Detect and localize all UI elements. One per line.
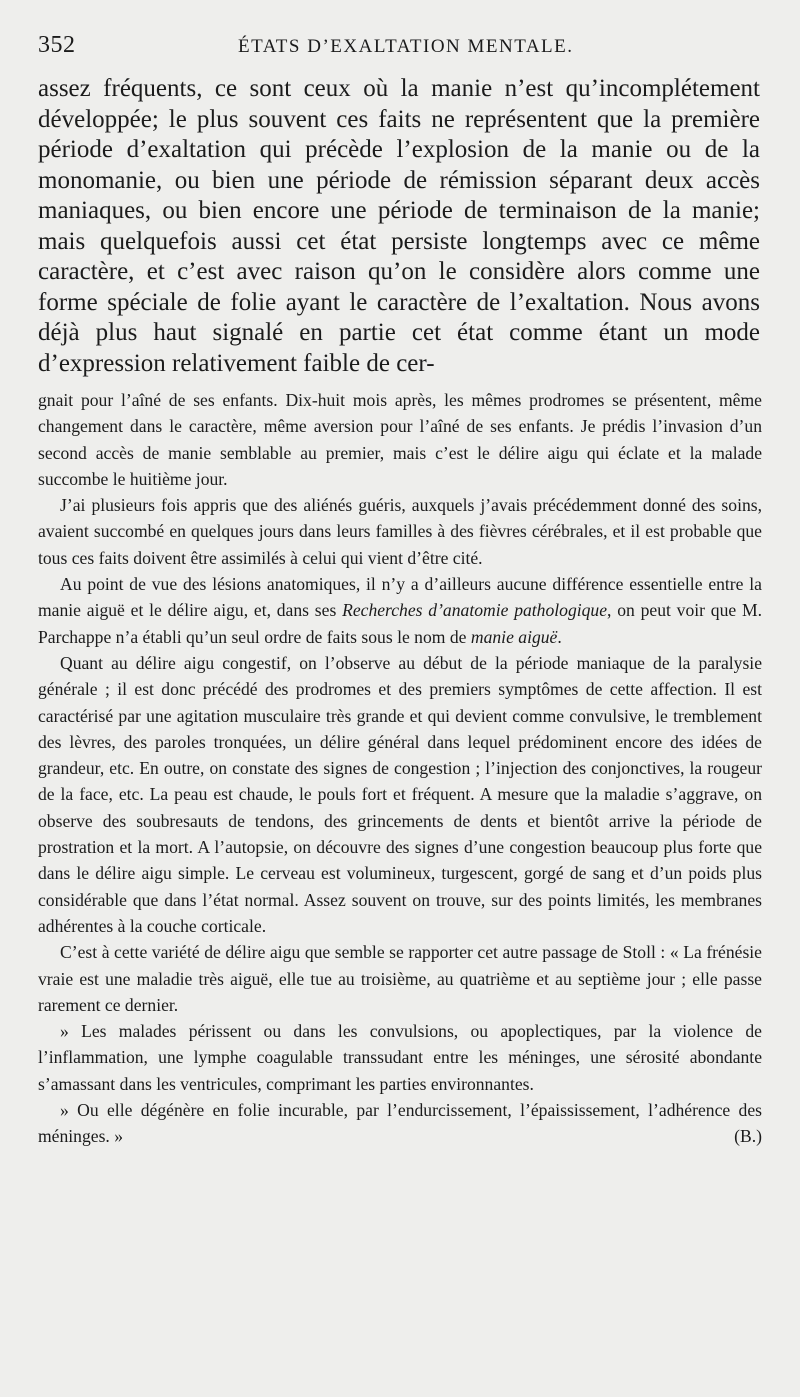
book-title-italic: Recherches d’anatomie pathologique (342, 600, 608, 621)
signature: (B.) (734, 1126, 762, 1147)
running-title: ÉTATS D’EXALTATION MENTALE. (238, 36, 574, 57)
note-paragraph-3-text-c: . (557, 626, 562, 647)
note-paragraph-7 (38, 1097, 762, 1150)
note-paragraph-2: J’ai plusieurs fois appris que des aliénés guéris, auxquels j’avais précédemment donné des soins, avaient succombé en quelques jours dans leurs familles à des fièvres cérébrales, et il est probable que tous ces faits doivent être assimilés à celui qui vient d’être cité. (38, 495, 762, 568)
note-paragraph-7-text: » Ou elle dégénère en folie incurable, par l’endurcissement, l’épaississement, l’adhérence des méninges. » (38, 1100, 762, 1147)
note-paragraph-1: gnait pour l’aîné de ses enfants. Dix-huit mois après, les mêmes prodromes se présentent, même changement dans le caractère, même aversion pour l’aîné de ses enfants. Je prédis l’invasion d’un second accès de manie semblable au premier, mais c’est le délire aigu qui éclate et la malade succombe le huitième jour. (38, 390, 762, 489)
note-paragraph-3 (38, 571, 762, 650)
note-paragraph-3-text-b: , on peut voir que M. Parchappe n’a établi qu’un seul ordre de faits sous le nom de (38, 600, 763, 647)
note-paragraph-3-text-a: Au point de vue des lésions anatomiques, il n’y a d’ailleurs aucune différence essentielle entre la manie aiguë et le délire aigu, et, dans ses (38, 574, 762, 621)
note-paragraph-6: » Les malades périssent ou dans les convulsions, ou apoplectiques, par la violence de l’inflammation, une lymphe coagulable transsudant entre les méninges, une sérosité abondante s’amassant dans les ventricules, comprimant les parties environnantes. (38, 1021, 762, 1094)
main-text-block (38, 74, 760, 379)
page-header (38, 32, 760, 62)
term-italic: manie aiguë (470, 626, 558, 647)
page-number: 352 (38, 32, 76, 58)
main-paragraph: assez fréquents, ce sont ceux où la manie n’est qu’incomplétement développée; le plus souvent ces faits ne représentent que la première période d’exaltation qui précède l’explosion de la manie ou de la monomanie, ou bien une période de rémission séparant deux accès maniaques, ou bien encore une période de terminaison de la manie; mais quelquefois aussi cet état persiste longtemps avec ce même caractère, et c’est avec raison qu’on le considère alors comme une forme spéciale de folie ayant le caractère de l’exaltation. Nous avons déjà plus haut signalé en partie cet état comme étant un mode d’expression relativement faible de cer- (38, 75, 760, 377)
note-paragraph-4: Quant au délire aigu congestif, on l’observe au début de la période maniaque de la paralysie générale ; il est donc précédé des prodromes et des premiers symptômes de cette affection. Il est caractérisé par une agitation musculaire très grande et qui devient comme convulsive, le tremblement des lèvres, des paroles tronquées, un délire général dans lequel prédominent encore des idées de grandeur, etc. En outre, on constate des signes de congestion ; l’injection des conjonctives, la rougeur de la face, etc. La peau est chaude, le pouls fort et fréquent. A mesure que la maladie s’aggrave, on observe des soubresauts de tendons, des grincements de dents et bientôt arrive la période de prostration et la mort. A l’autopsie, on découvre des signes d’une congestion beaucoup plus forte que dans le délire aigu simple. Le cerveau est volumineux, turgescent, gorgé de sang et d’un poids plus considérable que dans l’état normal. Assez souvent on trouve, sur des points limités, les membranes adhérentes à la couche corticale. (38, 652, 762, 936)
small-print-block (38, 387, 762, 1150)
note-paragraph-5: C’est à cette variété de délire aigu que semble se rapporter cet autre passage de Stoll : « La frénésie vraie est une maladie très aiguë, elle tue au troisième, au quatrième et au septième jour ; elle passe rarement ce dernier. (38, 942, 762, 1015)
